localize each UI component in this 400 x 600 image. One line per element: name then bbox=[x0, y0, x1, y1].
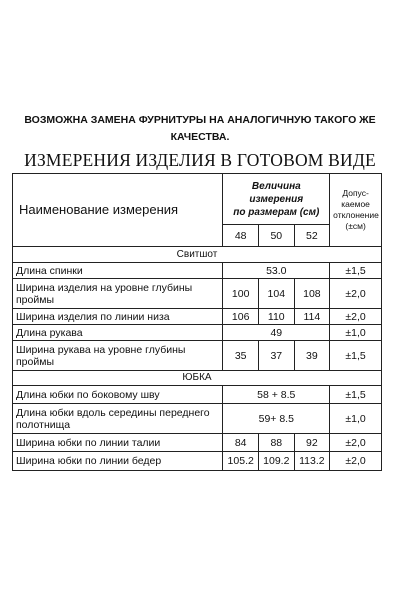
measurement-value-size-52: 113.2 bbox=[294, 452, 330, 471]
header-row bbox=[13, 174, 382, 225]
measurement-row bbox=[13, 263, 382, 279]
section-title: ЮБКА bbox=[13, 371, 382, 386]
tolerance-value: ±2,0 bbox=[330, 452, 382, 471]
measurement-value-all-sizes: 49 bbox=[223, 325, 330, 341]
header-tol-line-1: Допус- bbox=[342, 188, 369, 198]
measurement-value-size-50: 104 bbox=[258, 279, 294, 309]
measurement-row bbox=[13, 452, 382, 471]
measurement-value-all-sizes: 53.0 bbox=[223, 263, 330, 279]
tolerance-value: ±1,5 bbox=[330, 386, 382, 404]
tolerance-value: ±2,0 bbox=[330, 434, 382, 452]
measurement-name: Ширина юбки по линии талии bbox=[13, 434, 223, 452]
measurement-value-size-52: 92 bbox=[294, 434, 330, 452]
measurement-name: Ширина изделия на уровне глубины проймы bbox=[13, 279, 223, 309]
measurement-value-size-50: 88 bbox=[258, 434, 294, 452]
tolerance-value: ±1,0 bbox=[330, 404, 382, 434]
size-52: 52 bbox=[294, 225, 330, 247]
measurement-value-all-sizes: 59+ 8.5 bbox=[223, 404, 330, 434]
header-tol-line-2: каемое bbox=[341, 199, 370, 209]
measurement-value-size-48: 35 bbox=[223, 341, 259, 371]
notice-line-2: КАЧЕСТВА. bbox=[170, 131, 230, 143]
size-48: 48 bbox=[223, 225, 259, 247]
tolerance-value: ±1,0 bbox=[330, 325, 382, 341]
measurement-name: Длина рукава bbox=[13, 325, 223, 341]
measurement-row bbox=[13, 434, 382, 452]
measurement-value-size-52: 39 bbox=[294, 341, 330, 371]
header-tol-line-3: отклонение bbox=[333, 210, 379, 220]
measurement-name: Длина юбки вдоль середины переднего полотнища bbox=[13, 404, 223, 434]
measurement-value-all-sizes: 58 + 8.5 bbox=[223, 386, 330, 404]
header-tolerance bbox=[330, 174, 382, 247]
measurement-name: Ширина рукава на уровне глубины проймы bbox=[13, 341, 223, 371]
measurement-name: Длина юбки по боковому шву bbox=[13, 386, 223, 404]
measurement-row bbox=[13, 325, 382, 341]
measurement-row bbox=[13, 279, 382, 309]
measurement-value-size-48: 100 bbox=[223, 279, 259, 309]
measurement-value-size-52: 114 bbox=[294, 309, 330, 325]
header-measurement-name: Наименование измерения bbox=[13, 174, 223, 247]
header-tol-line-4: (±см) bbox=[345, 221, 366, 231]
section-row bbox=[13, 371, 382, 386]
measurement-row bbox=[13, 404, 382, 434]
measurement-value-size-50: 37 bbox=[258, 341, 294, 371]
header-sizes-line-2: по размерам (см) bbox=[233, 206, 320, 218]
measurement-value-size-48: 105.2 bbox=[223, 452, 259, 471]
measurement-value-size-50: 109.2 bbox=[258, 452, 294, 471]
measurement-value-size-48: 84 bbox=[223, 434, 259, 452]
notice-line-1: ВОЗМОЖНА ЗАМЕНА ФУРНИТУРЫ НА АНАЛОГИЧНУЮ ТАКОГО ЖЕ bbox=[24, 114, 376, 126]
measurement-name: Ширина изделия по линии низа bbox=[13, 309, 223, 325]
measurement-value-size-48: 106 bbox=[223, 309, 259, 325]
section-title: Свитшот bbox=[13, 247, 382, 263]
measurement-row bbox=[13, 309, 382, 325]
section-row bbox=[13, 247, 382, 263]
header-sizes-line-1: Величина измерения bbox=[249, 180, 304, 205]
measurement-name: Длина спинки bbox=[13, 263, 223, 279]
supplier-notice bbox=[20, 112, 380, 146]
page-title: ИЗМЕРЕНИЯ ИЗДЕЛИЯ В ГОТОВОМ ВИДЕ bbox=[24, 150, 376, 170]
tolerance-value: ±2,0 bbox=[330, 279, 382, 309]
header-sizes bbox=[223, 174, 330, 225]
measurement-row bbox=[13, 386, 382, 404]
tolerance-value: ±1,5 bbox=[330, 263, 382, 279]
measurement-value-size-50: 110 bbox=[258, 309, 294, 325]
measurements-table bbox=[12, 173, 382, 471]
tolerance-value: ±2,0 bbox=[330, 309, 382, 325]
size-50: 50 bbox=[258, 225, 294, 247]
tolerance-value: ±1,5 bbox=[330, 341, 382, 371]
measurements-table-body bbox=[13, 174, 382, 471]
measurement-row bbox=[13, 341, 382, 371]
measurement-name: Ширина юбки по линии бедер bbox=[13, 452, 223, 471]
measurement-value-size-52: 108 bbox=[294, 279, 330, 309]
